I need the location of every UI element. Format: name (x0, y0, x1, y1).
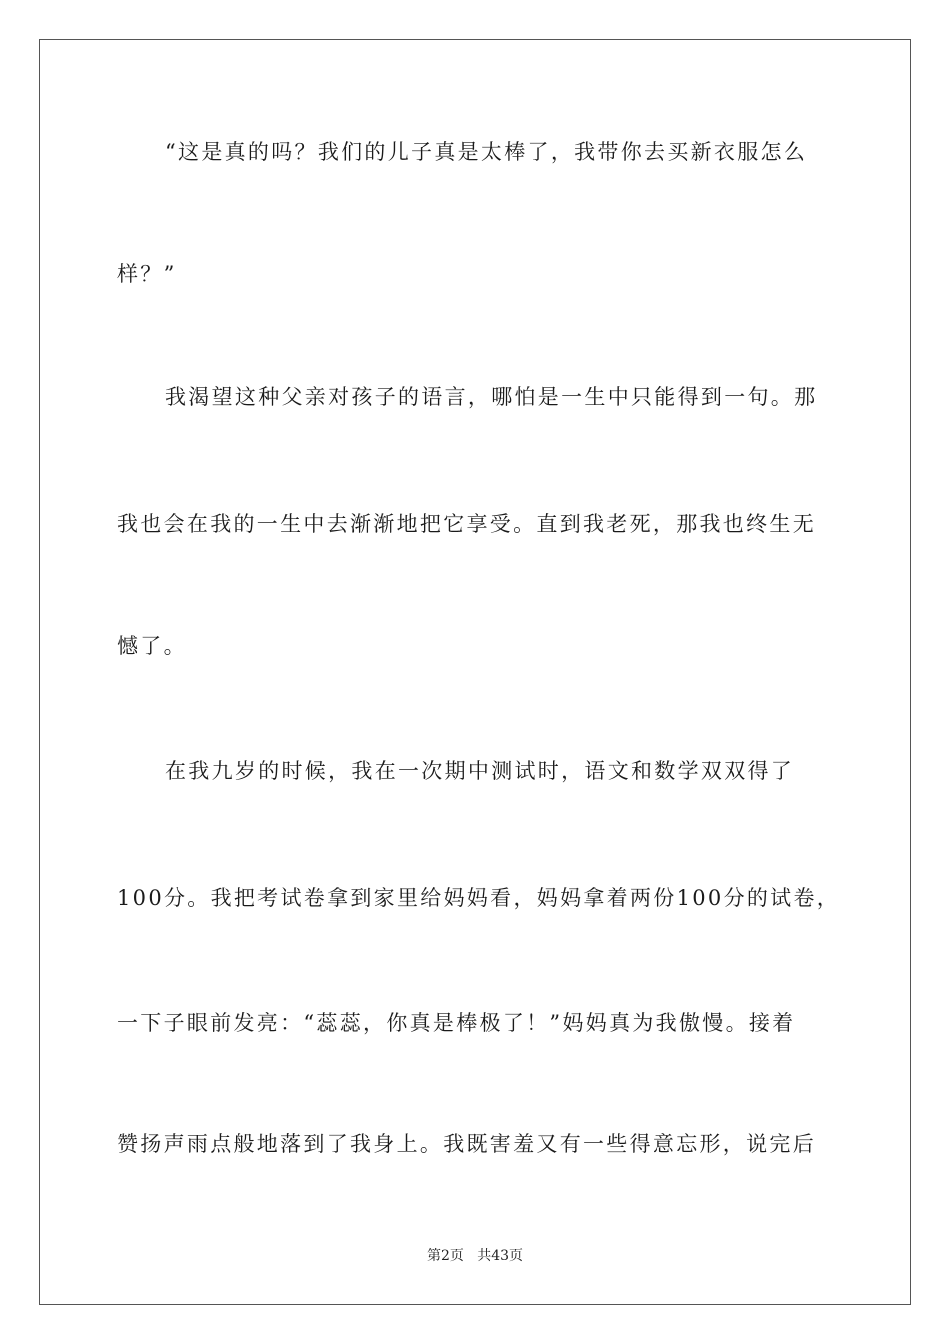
text-line: “这是真的吗？我们的儿子真是太棒了，我带你去买新衣服怎么 (165, 140, 808, 164)
text-line: 我也会在我的一生中去渐渐地把它享受。直到我老死，那我也终生无 (117, 512, 816, 536)
text-line: 赞扬声雨点般地落到了我身上。我既害羞又有一些得意忘形，说完后 (117, 1132, 816, 1156)
text-line: 一下子眼前发亮：“蕊蕊，你真是棒极了！”妈妈真为我傲慢。接着 (117, 1011, 796, 1035)
text-line: 我渴望这种父亲对孩子的语言，哪怕是一生中只能得到一句。那 (165, 385, 818, 409)
page-border (39, 39, 911, 1305)
text-line: 样？” (117, 262, 177, 286)
text-line: 憾了。 (117, 634, 187, 658)
text-line: 在我九岁的时候，我在一次期中测试时，语文和数学双双得了 (165, 759, 795, 783)
page-number-footer: 第2页 共43页 (426, 1248, 524, 1264)
text-line: 100分。我把考试卷拿到家里给妈妈看，妈妈拿着两份100分的试卷， (117, 886, 841, 910)
